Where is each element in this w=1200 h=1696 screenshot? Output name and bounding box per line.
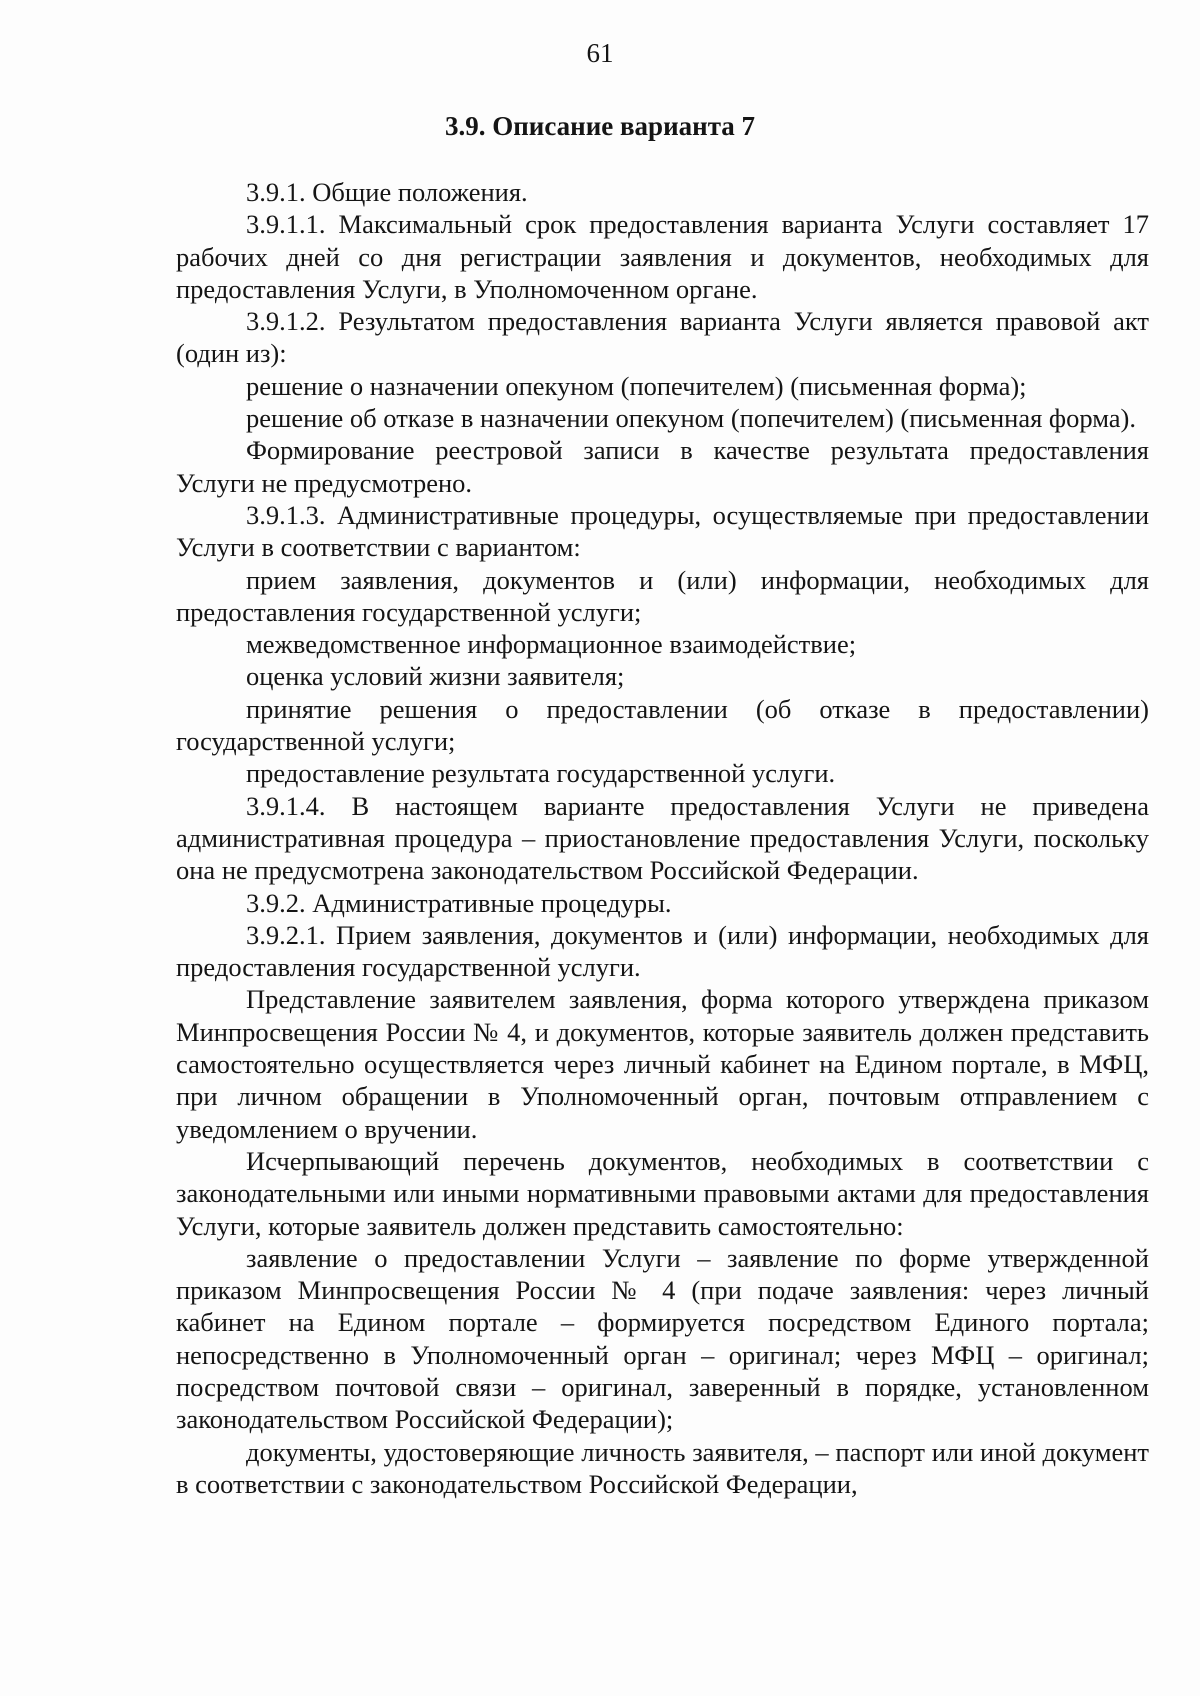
list-item-result-appointment: решение о назначении опекуном (попечителем) (письменная форма);: [246, 370, 1027, 401]
list-item-identity-documents: документы, удостоверяющие личность заявителя, – паспорт или иной документ в соответствии с законодательством Российской Федерации,: [176, 1436, 1149, 1499]
list-item-procedure-reception: прием заявления, документов и (или) информации, необходимых для предоставления государственной услуги;: [176, 564, 1149, 627]
paragraph-3-9-1: 3.9.1. Общие положения.: [246, 177, 528, 207]
list-item-procedure-living-conditions: оценка условий жизни заявителя;: [246, 661, 625, 692]
paragraph-3-9-1-3: 3.9.1.3. Административные процедуры, осуществляемые при предоставлении Услуги в соответствии с вариантом:: [176, 499, 1149, 563]
paragraph-3-9-1-1: 3.9.1.1. Максимальный срок предоставления варианта Услуги составляет 17 рабочих дней со дня регистрации заявления и документов, необходимых для предоставления Услуги, в Уполномоченном органе.: [176, 209, 1149, 304]
paragraph-3-9-2-1: 3.9.2.1. Прием заявления, документов и (или) информации, необходимых для предоставления государственной услуги.: [176, 919, 1149, 983]
paragraph-document-list-intro: Исчерпывающий перечень документов, необходимых в соответствии с законодательными или иными нормативными правовыми актами для предоставления Услуги, которые заявитель должен представить самостоятельно:: [176, 1145, 1149, 1241]
list-item-application: заявление о предоставлении Услуги – заявление по форме утвержденной приказом Минпросвещения России № 4 (при подаче заявления: через личный кабинет на Едином портале – формируется посредством Единого портала; непосредственно в Уполномоченный орган – оригинал; через МФЦ – оригинал; посредством почтовой связи – оригинал, заверенный в порядке, установленном законодательством Российской Федерации);: [176, 1242, 1149, 1435]
paragraph-3-9-2: 3.9.2. Административные процедуры.: [246, 887, 672, 918]
list-item-procedure-decision: принятие решения о предоставлении (об отказе в предоставлении) государственной услуги;: [176, 693, 1149, 757]
list-item-procedure-interagency: межведомственное информационное взаимодействие;: [246, 629, 857, 660]
paragraph-3-9-1-2: 3.9.1.2. Результатом предоставления варианта Услуги является правовой акт (один из):: [176, 306, 1149, 369]
paragraph-submission-channels: Представление заявителем заявления, форма которого утверждена приказом Минпросвещения России № 4, и документов, которые заявитель должен представить самостоятельно осуществляется через личный кабинет на Едином портале, в МФЦ, при личном обращении в Уполномоченный орган, почтовым отправлением с уведомлением о вручении.: [176, 984, 1149, 1144]
paragraph-3-9-1-4: 3.9.1.4. В настоящем варианте предоставления Услуги не приведена административная процедура – приостановление предоставления Услуги, поскольку она не предусмотрена законодательством Российской Федерации.: [176, 790, 1149, 886]
section-title: 3.9. Описание варианта 7: [444, 111, 756, 141]
list-item-result-refusal: решение об отказе в назначении опекуном (попечителем) (письменная форма).: [246, 403, 1136, 434]
page-number: 61: [586, 38, 614, 68]
list-item-procedure-result: предоставление результата государственной услуги.: [246, 758, 836, 789]
paragraph-registry-record: Формирование реестровой записи в качестве результата предоставления Услуги не предусмотрено.: [176, 435, 1149, 498]
document-body: [176, 176, 1149, 1500]
